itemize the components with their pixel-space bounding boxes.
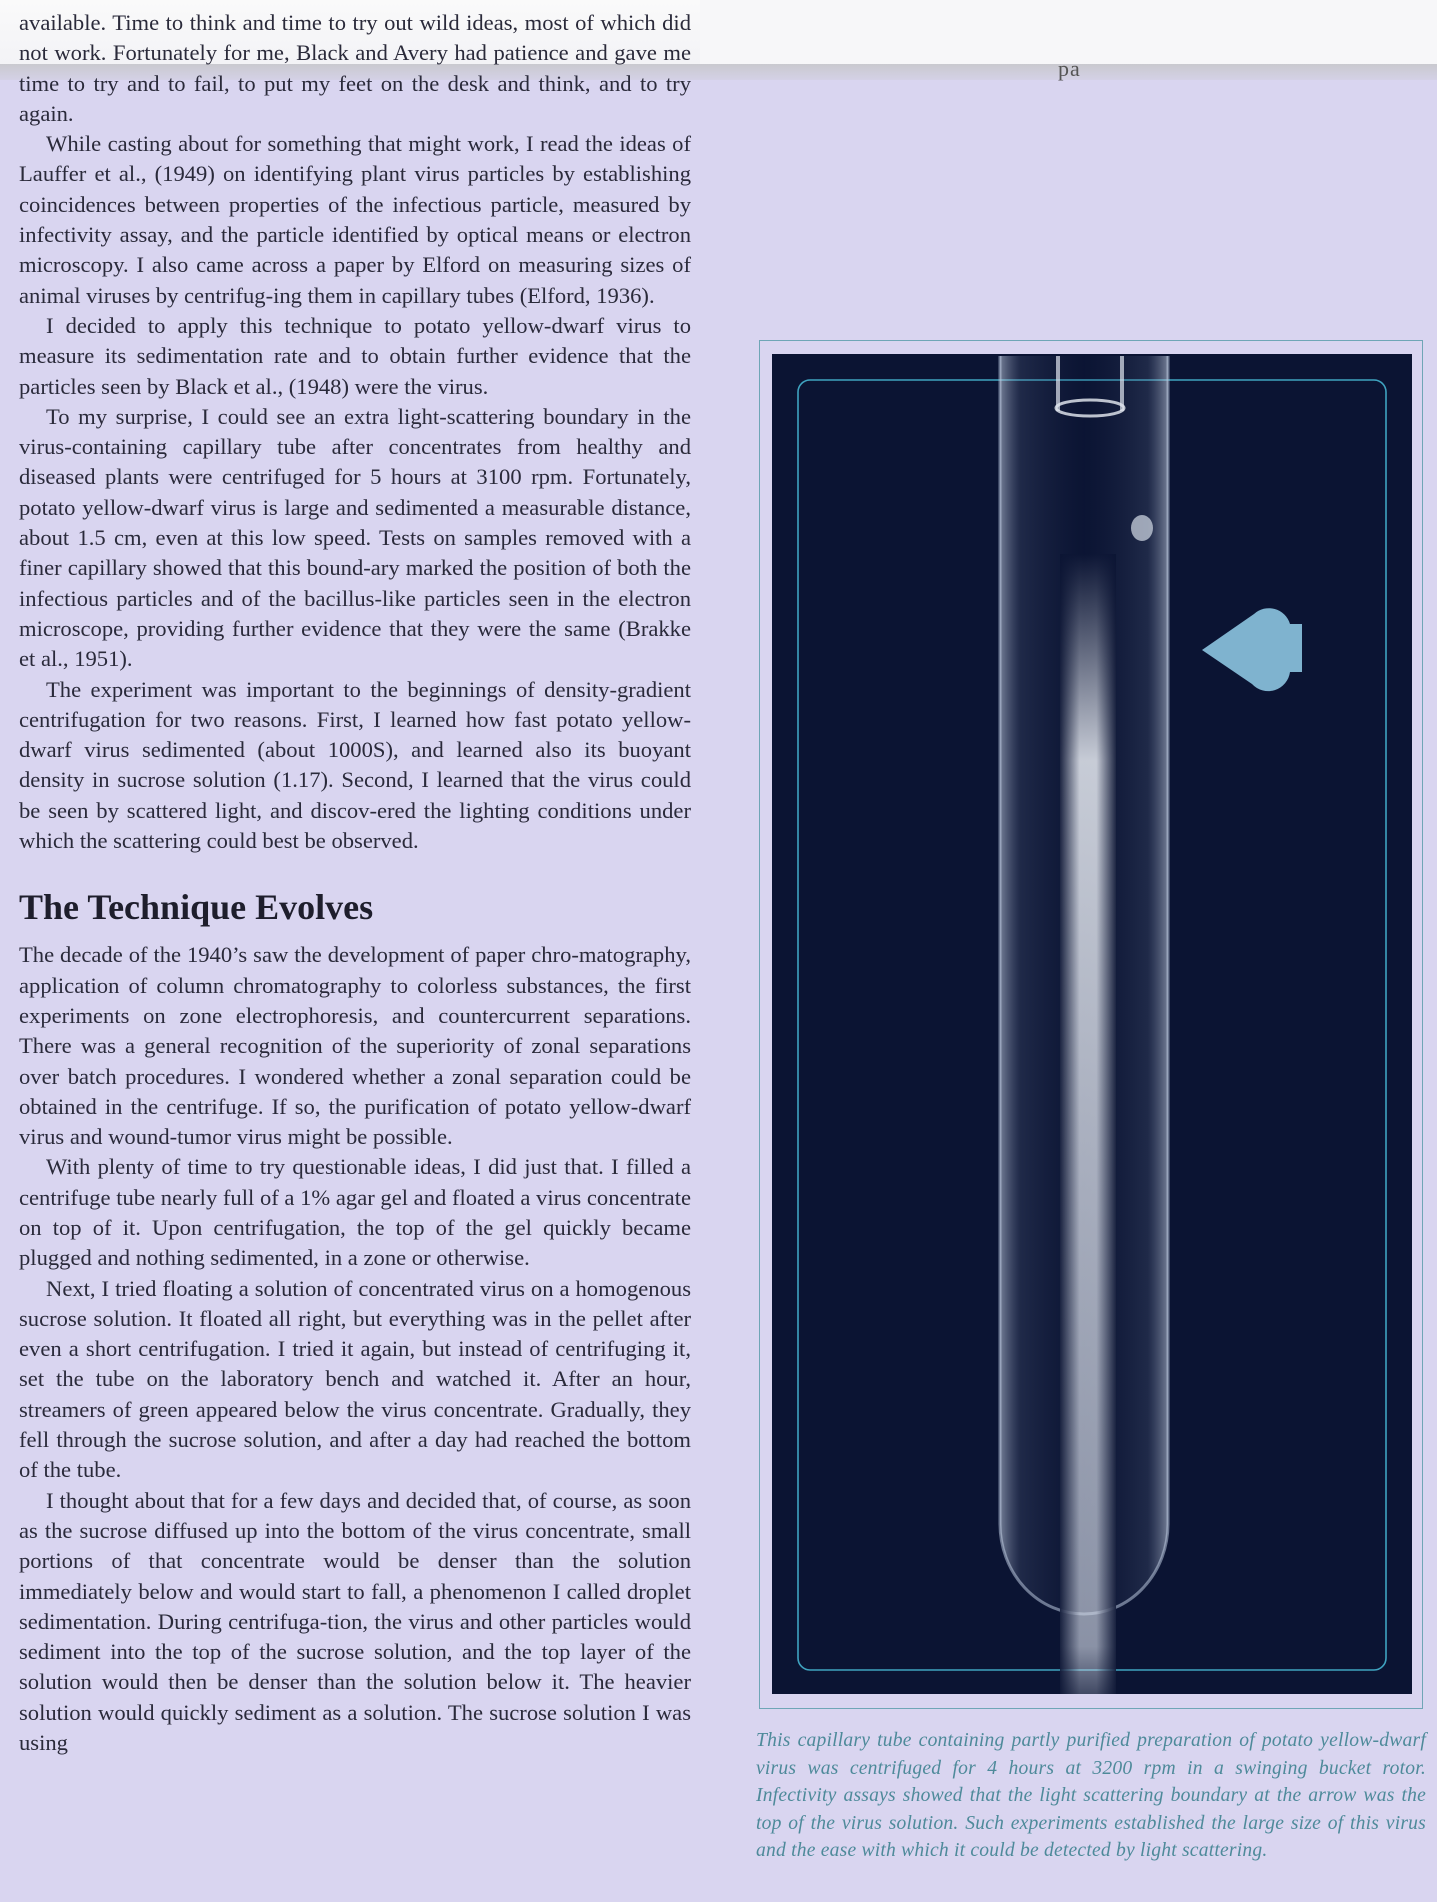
paragraph: I decided to apply this technique to potato yellow-dwarf virus to measure its sedimentation rate and to obtain further evidence that the particles seen by Black et al., (1948) were the virus. <box>19 312 691 399</box>
article-text-column <box>19 8 691 1758</box>
paragraphs-after-heading <box>19 940 691 1758</box>
boundary-arrow <box>1202 608 1302 691</box>
paragraph: I thought about that for a few days and decided that, of course, as soon as the sucrose diffused up into the bottom of the virus concentrate, small portions of that concentrate would be denser than the solution immediately below and would start to fall, a phenomenon I called droplet sedimentation. During centrifuga-tion, the virus and other particles would sediment into the top of the sucrose solution, and the top layer of the solution would then be denser than the solution below it. The heavier solution would quickly sediment as a solution. The sucrose solution I was using <box>19 1487 691 1756</box>
paragraph: With plenty of time to try questionable ideas, I did just that. I filled a centrifuge tube nearly full of a 1% agar gel and floated a virus concentrate on top of it. Upon centrifugation, the top of the gel quickly became plugged and nothing sedimented, in a zone or otherwise. <box>19 1154 691 1271</box>
paragraph: available. Time to think and time to try out wild ideas, most of which did not work. Fortunately for me, Black and Avery had patience and gave me time to try and to fail, to put my feet on the desk and think, and to try again. <box>19 10 691 126</box>
paragraph: The decade of the 1940’s saw the development of paper chro-matography, application of column chromatography to colorless substances, the first experiments on zone electrophoresis, and countercurrent separations. There was a general recognition of the superiority of zonal separations over batch procedures. I wondered whether a zonal separation could be obtained in the centrifuge. If so, the purification of potato yellow-dwarf virus and wound-tumor virus might be possible. <box>19 942 691 1150</box>
tube-illustration <box>772 354 1412 1694</box>
zone-shading <box>1060 554 1116 1694</box>
tube-highlight-left <box>1056 356 1060 411</box>
section-heading: The Technique Evolves <box>19 887 374 928</box>
paragraph: To my surprise, I could see an extra light-scattering boundary in the virus-containing capillary tube after concentrates from healthy and diseased plants were centrifuged for 5 hours at 3100 rpm. Fortunately, potato yellow-dwarf virus is large and sedimented a measurable distance, about 1.5 cm, even at this low speed. Tests on samples removed with a finer capillary showed that this bound-ary marked the position of both the infectious particles and of the bacillus-like particles seen in the electron microscope, providing further evidence that they were the same (Brakke et al., 1951). <box>19 403 691 672</box>
paragraph: Next, I tried floating a solution of concentrated virus on a homogenous sucrose solution. It floated all right, but everything was in the pellet after even a short centrifugation. I tried it again, but instead of centrifuging it, set the tube on the laboratory bench and watched it. After an hour, streamers of green appeared below the virus concentrate. Gradually, they fell through the sucrose solution, and after a day had reached the bottom of the tube. <box>19 1275 691 1483</box>
paragraphs-before-heading <box>19 8 691 856</box>
tube-highlight-right <box>1120 356 1124 411</box>
paragraph: The experiment was important to the beginnings of density-gradient centrifugation for two reasons. First, I learned how fast potato yellow-dwarf virus sedimented (about 1000S), and learned also its buoyant density in sucrose solution (1.17). Second, I learned that the virus could be seen by scattered light, and discov-ered the lighting conditions under which the scattering could best be observed. <box>19 676 691 854</box>
paragraph: While casting about for something that might work, I read the ideas of Lauffer et al., (1949) on identifying plant virus particles by establishing coincidences between properties of the infectious particle, measured by infectivity assay, and the particle identified by optical means or electron microscopy. I also came across a paper by Elford on measuring sizes of animal viruses by centrifug-ing them in capillary tubes (Elford, 1936). <box>19 131 691 308</box>
figure-caption: This capillary tube containing partly purified preparation of potato yellow-dwarf virus was centrifuged for 4 hours at 3200 rpm in a swinging bucket rotor. Infectivity assays showed that the light scattering boundary at the arrow was the top of the virus solution. Such experiments established the large size of this virus and the ease with which it could be detected by light scattering. <box>756 1730 1426 1862</box>
capillary-tube-photo <box>772 354 1412 1694</box>
air-bubble <box>1131 515 1153 541</box>
top-scan-strip-right <box>700 0 1437 64</box>
page-fragment-text: pa <box>1058 56 1081 81</box>
